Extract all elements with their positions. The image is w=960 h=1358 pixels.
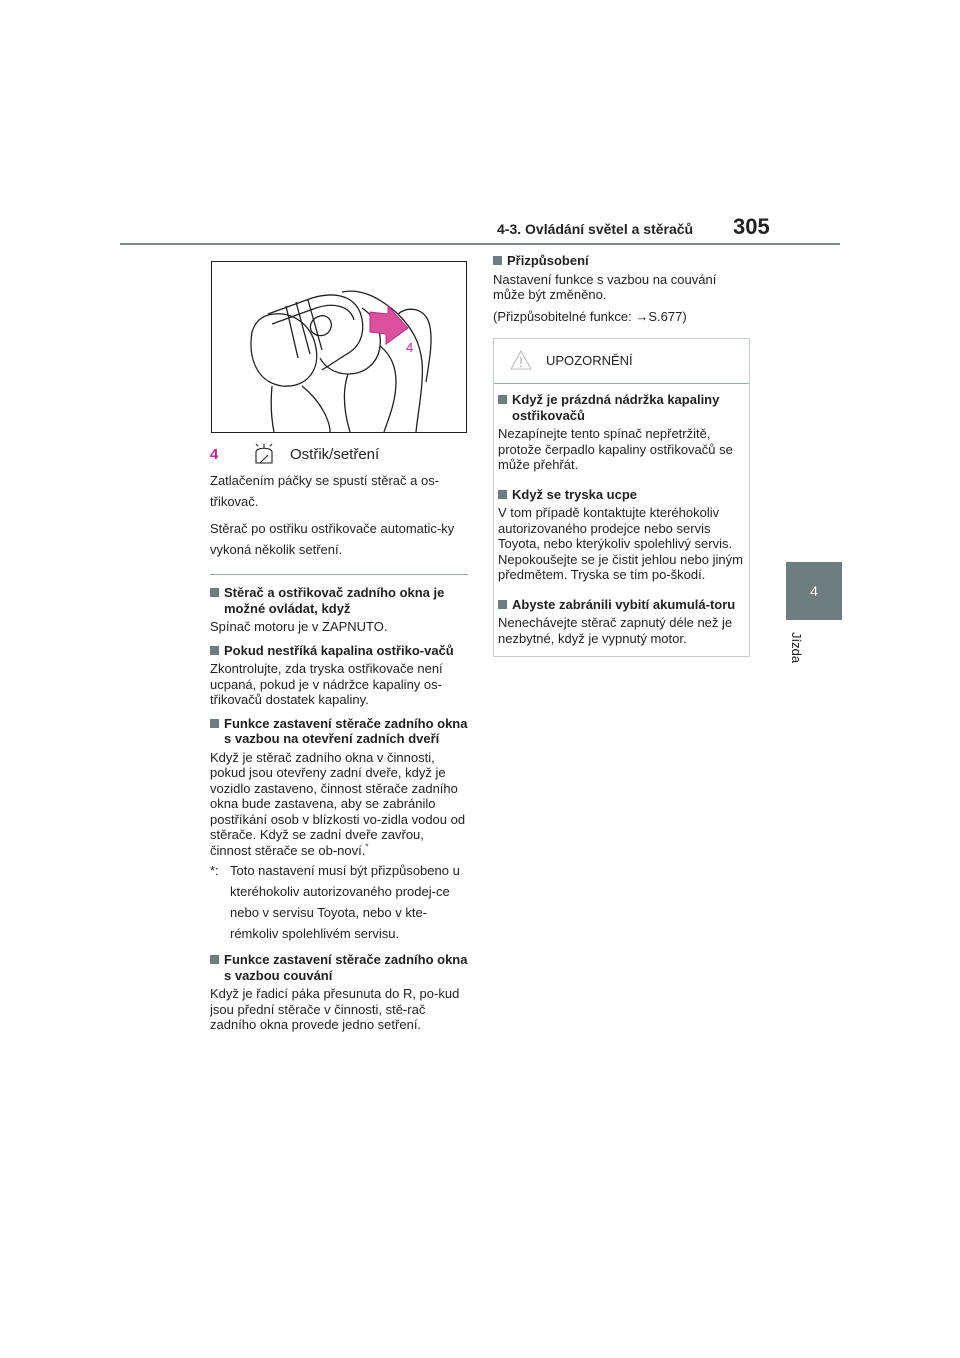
section-heading: Pokud nestříká kapalina ostřiko-vačů	[210, 643, 468, 659]
section-heading: Stěrač a ostřikovač zadního okna je možné ovládat, když	[210, 585, 468, 616]
footnote	[210, 860, 468, 944]
warning-box	[493, 338, 750, 657]
paragraph: Když je řadicí páka přesunuta do R, po-kud jsou přední stěrače v činnosti, stě-rač zadního okna provede jedno setření.	[210, 986, 460, 1032]
left-column	[210, 440, 468, 1039]
paragraph: (Přizpůsobitelné funkce: →S.677)	[493, 308, 687, 324]
warning-title-text: UPOZORNĚNÍ	[546, 352, 633, 368]
chapter-tab-number: 4	[810, 583, 818, 599]
wiper-lever-drawing	[212, 262, 466, 432]
footnote-text: Toto nastavení musí být přizpůsobeno u kteréhokoliv autorizovaného prodej-ce nebo v servisu Toyota, nebo v kte-rémkoliv spolehlivém servisu.	[230, 863, 460, 941]
washer-icon	[244, 443, 284, 465]
bullet-square-icon	[210, 588, 219, 597]
paragraph: Stěrač po ostřiku ostřikovače automatic-ky vykoná několik setření.	[210, 521, 455, 557]
bullet-square-icon	[210, 719, 219, 728]
warning-triangle-icon	[510, 350, 532, 370]
page-number: 305	[733, 214, 770, 239]
bullet-square-icon	[498, 490, 507, 499]
header-section-title: 4-3. Ovládání světel a stěračů	[497, 221, 694, 237]
header-rule	[120, 243, 840, 245]
warning-paragraph: Nepokoušejte se je čistit jehlou nebo jiným předmětem. Tryska se tím po-škodí.	[498, 551, 743, 582]
paragraph: Zkontrolujte, zda tryska ostřikovače není ucpaná, pokud je v nádržce kapaliny os-třikovačů dostatek kapaliny.	[210, 661, 443, 707]
bullet-square-icon	[210, 646, 219, 655]
step-item	[210, 440, 468, 468]
warning-heading: Když je prázdná nádržka kapaliny ostřikovačů	[498, 392, 743, 423]
warning-rule	[494, 383, 749, 384]
section-heading: Funkce zastavení stěrače zadního okna s vazbou na otevření zadních dveří	[210, 716, 468, 747]
bullet-square-icon	[210, 955, 219, 964]
paragraph: Zatlačením páčky se spustí stěrač a os-třikovač.	[210, 473, 440, 509]
step-label: Ostřik/setření	[290, 445, 380, 463]
chapter-tab[interactable]	[786, 562, 842, 620]
bullet-square-icon	[498, 600, 507, 609]
footnote-mark: *:	[210, 863, 219, 878]
warning-heading: Když se tryska ucpe	[498, 487, 743, 503]
paragraph: Nastavení funkce s vazbou na couvání může být změněno.	[493, 271, 717, 302]
section-heading: Přizpůsobení	[493, 253, 750, 269]
section-divider	[210, 574, 468, 575]
bullet-square-icon	[498, 395, 507, 404]
section-heading: Funkce zastavení stěrače zadního okna s vazbou couvání	[210, 952, 468, 983]
footnote-asterisk: *	[365, 842, 369, 852]
warning-paragraph: V tom případě kontaktujte kteréhokoliv autorizovaného prodejce nebo servis Toyota, nebo kterýkoliv spolehlivý servis.	[498, 505, 733, 551]
paragraph: Spínač motoru je v ZAPNUTO.	[210, 619, 388, 634]
bullet-square-icon	[493, 256, 502, 265]
chapter-tab-label: Jízda	[789, 632, 804, 664]
wiper-lever-illustration	[211, 261, 467, 433]
warning-title	[494, 339, 749, 377]
right-column	[493, 253, 750, 657]
warning-heading: Abyste zabránili vybití akumulá-toru	[498, 597, 743, 613]
illustration-callout: 4	[406, 340, 414, 355]
warning-paragraph: Nenechávejte stěrač zapnutý déle než je nezbytné, když je vypnutý motor.	[498, 615, 733, 646]
paragraph: Když je stěrač zadního okna v činnosti, pokud jsou otevřeny zadní dveře, když je vozidlo zastaveno, činnost stěrače zadního okna bude zastavena, aby se zabránilo postříkání osob v blízkosti vo-zidla vodou od stěrače. Když se zadní dveře zavřou, činnost stěrače se ob-noví.*	[210, 749, 466, 858]
step-number: 4	[210, 445, 219, 463]
warning-paragraph: Nezapínejte tento spínač nepřetržitě, protože čerpadlo kapaliny ostřikovačů se může přehřát.	[498, 426, 733, 472]
